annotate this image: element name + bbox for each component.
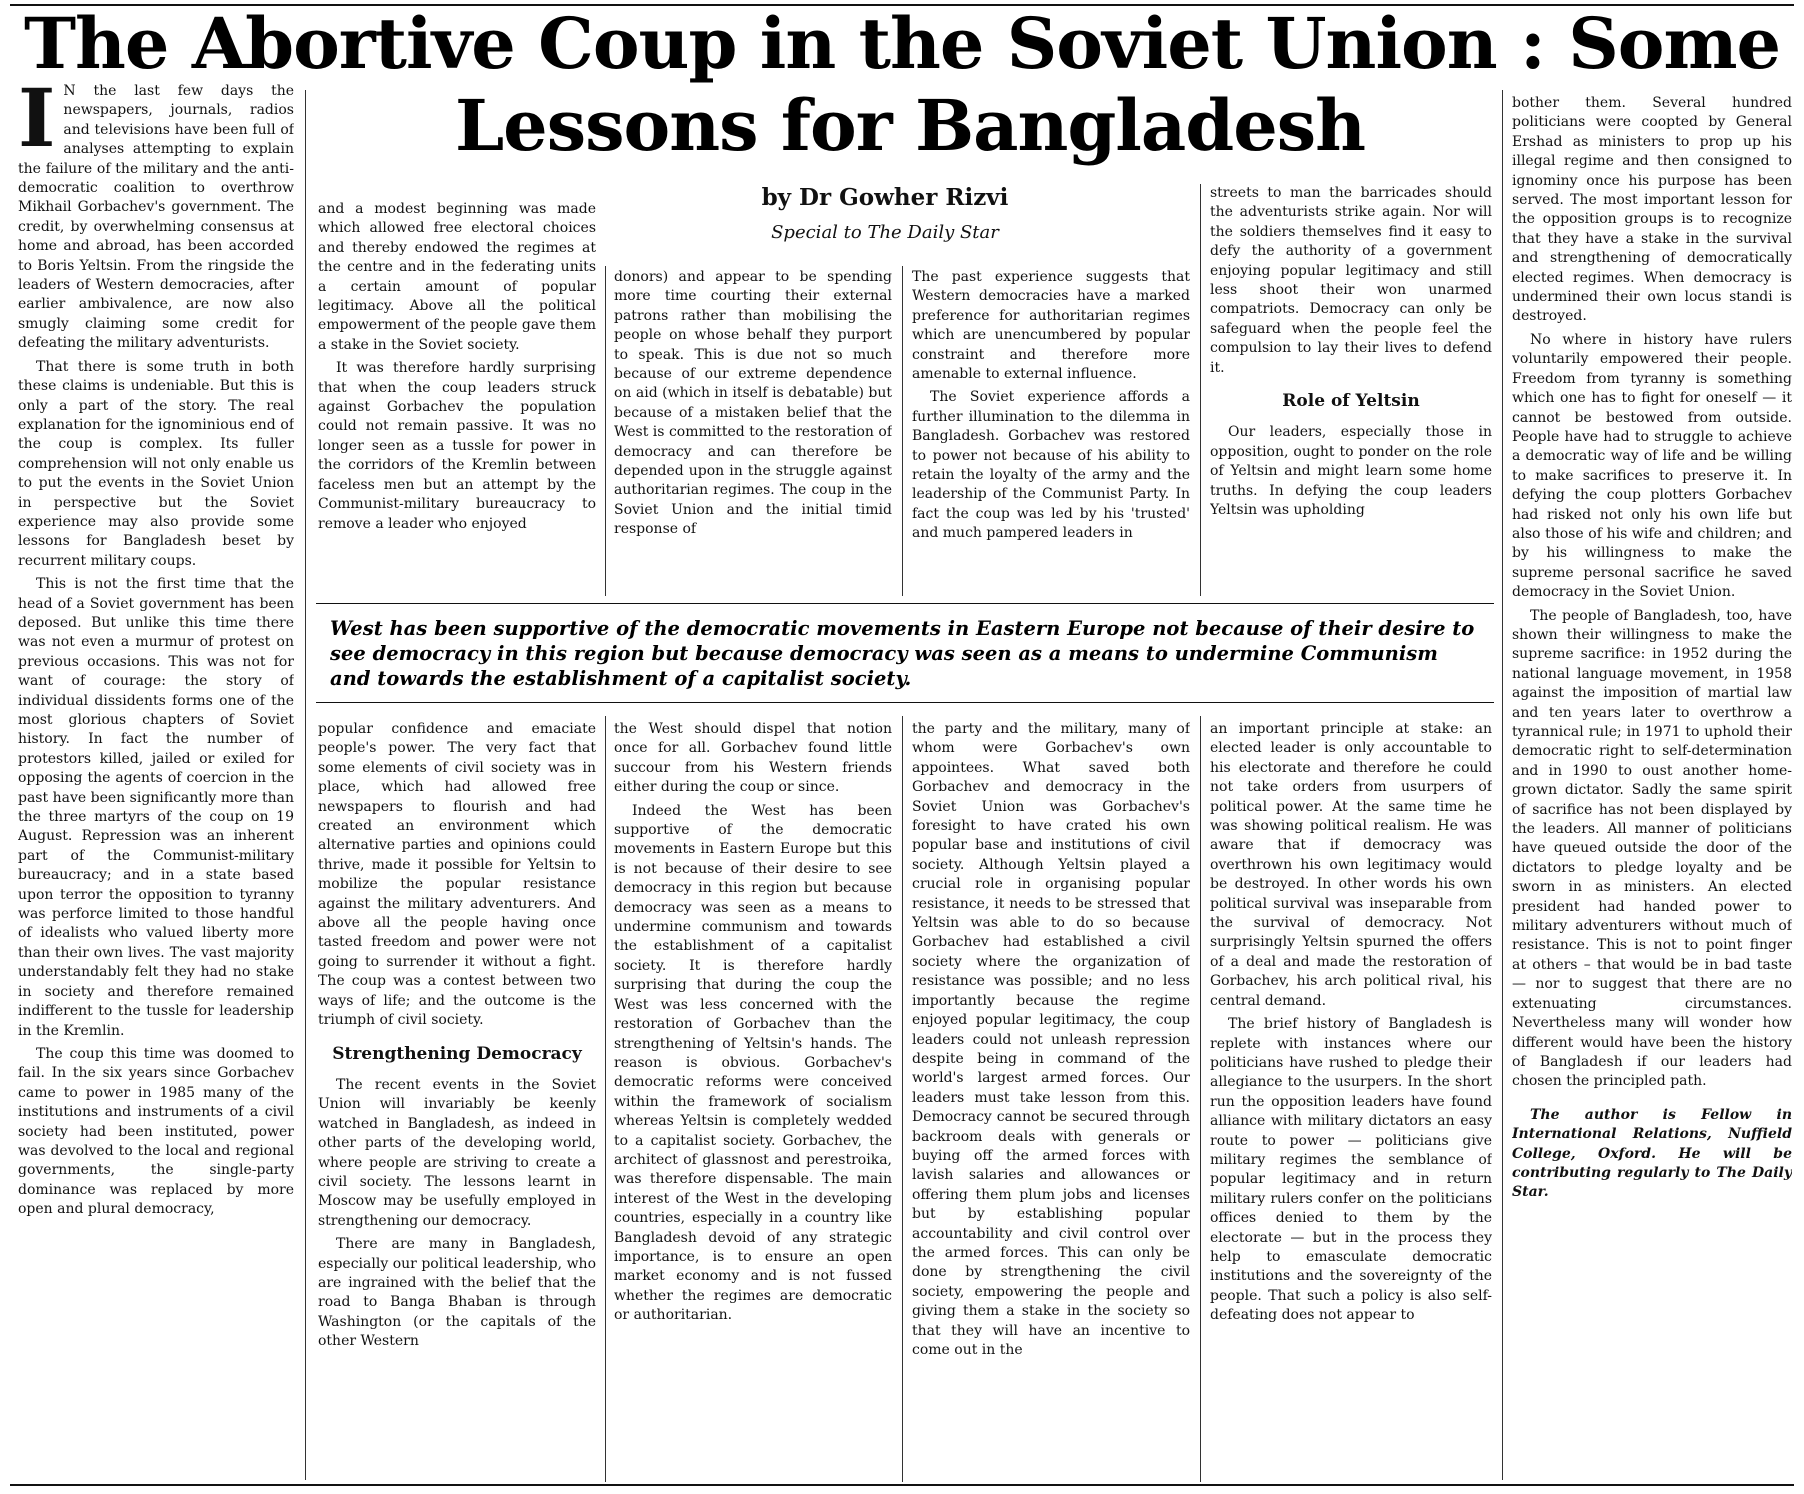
column-divider-2 [605,266,606,596]
author-note: The author is Fellow in International Relations, Nuffield College, Oxford. He will be contributing regularly to The Daily Star. [1512,1106,1792,1201]
drop-cap: I [18,82,56,165]
column-5-top-para-2: Our leaders, especially those in opposition, ought to ponder on the role of Yeltsin and might learn some home truths. In defying the coup leaders Yeltsin was upholding [1210,424,1492,519]
column-2-bottom-para-2: The recent events in the Soviet Union will invariably be keenly watched in Bangladesh, as indeed in other parts of the developing world, where people are striving to create a civil society. The lessons learnt in Moscow may be usefully employed in strengthening our democracy. [318,1076,596,1229]
pull-quote-rule-bottom [316,702,1494,703]
column-6-para-3: The people of Bangladesh, too, have shown their willingness to make the supreme sacrifice: in 1952 during the national language movement, in 1958 against the imposition of martial law and ten years later to overthrow a tyrannical rule; in 1971 to uphold their democratic right to self-determination and in 1990 to oust another home-grown dictator. Sadly the same spirit of sacrifice has not been displayed by the leaders. All manner of politicians have queued outside the door of the dictators to pledge loyalty and be sworn in as ministers. An elected president had handed power to military adventurers without much of resistance. This is not to point finger at others – that would be in bad taste — nor to suggest that there are no extenuating circumstances. Nevertheless many will wonder how different would have been the history of Bangladesh if our leaders had chosen the principled path. [1512,607,1792,1090]
column-divider-3 [902,266,903,596]
column-1-para-2: That there is some truth in both these claims is undeniable. But this is only a part of the story. The real explanation for the ignominious end of the coup is complex. Its fuller comprehension will not only enable us to put the events in the Soviet Union in perspective but the Soviet experience may also provide some lessons for Bangladesh beset by recurrent military coups. [18,358,294,569]
column-5-top [1210,184,1492,600]
column-4-top-para-2: The Soviet experience affords a further illumination to the dilemma in Bangladesh. Gorbachev was restored to power not because of his ability to retain the loyalty of the army and the leadership of the Communist Party. In fact the coup was led by his 'trusted' and much pampered leaders in [912,389,1190,542]
column-6-para-2: No where in history have rulers voluntarily empowered their people. Freedom from tyranny is something which one has to fight for oneself — it cannot be bestowed from outside. People have had to struggle to achieve a democratic way of life and be willing to make sacrifices to preserve it. In defying the coup plotters Gorbachev had risked not only his own life but also those of his wife and children; and by his willingness to make the supreme personal sacrifice he saved democracy in the Soviet Union. [1512,331,1792,601]
column-5-bottom-para-2: The brief history of Bangladesh is replete with instances where our politicians have rushed to pledge their allegiance to the usurpers. In the short run the opposition leaders have found alliance with military dictators an easy route to power — politicians give military regimes the semblance of popular legitimacy and in return military rulers confer on the politicians offices denied to them by the electorate — but in the process they help to emasculate democratic institutions and the sovereignty of the people. That such a policy is also self-defeating does not appear to [1210,1016,1492,1324]
column-4-bottom-para-1: the party and the military, many of whom were Gorbachev's own appointees. What saved both Gorbachev and democracy in the Soviet Union was Gorbachev's foresight to have crated his own popular base and institutions of civil society. Although Yeltsin played a crucial role in organising popular resistance, it needs to be stressed that Yeltsin was able to do so because Gorbachev had established a civil society where the organization of resistance was possible; and no less importantly because the regime enjoyed popular legitimacy, the coup leaders could not unleash repression despite being in command of the world's largest armed forces. Our leaders must take lesson from this. Democracy cannot be secured through backroom deals with generals or buying off the armed forces with lavish salaries and allowances or offering them plum jobs and licenses but by establishing popular accountability and civil control over the armed forces. This can only be done by strengthening the civil society, empowering the people and giving them a stake in the society so that they will have an incentive to come out in the [912,721,1190,1358]
column-2-top-para-2: It was therefore hardly surprising that when the coup leaders struck against Gorbachev the population could not remain passive. It was no longer seen as a tussle for power in the corridors of the Kremlin between faceless men but an attempt by the Communist-military bureaucracy to remove a leader who enjoyed [318,360,596,532]
column-divider-1 [305,90,306,1480]
column-3-bottom [614,720,892,1482]
column-3-bottom-para-1: the West should dispel that notion once for all. Gorbachev found little succour from his Western friends either during the coup or since. [614,721,892,796]
column-6 [1512,94,1792,1482]
column-divider-5 [1502,90,1503,1480]
pull-quote: West has been supportive of the democratic movements in Eastern Europe not because of their desire to see democracy in this region but because democracy was seen as a means to undermine Communism and towards the establishment of a capitalist society. [330,617,1475,690]
column-1-para-1: I N the last few days the newspapers, journals, radios and televisions have been full of analyses attempting to explain the failure of the military and the anti-democratic coalition to overthrow Mikhail Gorbachev's government. The credit, by overwhelming consensus at home and abroad, has been accorded to Boris Yeltsin. From the ringside the leaders of Western democracies, after earlier ambivalence, are now also smugly claiming some credit for defeating the military adventurists. [18,82,294,352]
subheading-role-of-yeltsin: Role of Yeltsin [1282,391,1420,412]
byline: by Dr Gowher Rizvi [761,184,1009,211]
column-divider-2b [605,716,606,1482]
column-3-top-para-1: donors) and appear to be spending more time courting their external patrons rather than mobilising the people on whose behalf they purport to speak. This is due not so much because of our extreme dependence on aid (which in itself is debatable) but because of a mistaken belief that the West is committed to the restoration of democracy and can therefore be depended upon in the struggle against authoritarian regimes. The coup in the Soviet Union and the initial timid response of [614,269,892,538]
column-6-para-1: bother them. Several hundred politicians were coopted by General Ershad as ministers to prop up his illegal regime and then consigned to ignominy once his purpose has been served. The most important lesson for the opposition groups is to recognize that they have a stake in the survival and strengthening of democratically elected regimes. When democracy is undermined their own locus standi is destroyed. [1512,95,1792,325]
column-2-bottom [318,720,596,1482]
column-1-para-4: The coup this time was doomed to fail. In the six years since Gorbachev came to power in 1985 many of the institutions and instruments of a civil society had been instituted, power was devolved to the local and regional governments, the single-party dominance was replaced by more open and plural democracy, [18,1045,294,1218]
headline-line-2: Lessons for Bangladesh [454,84,1366,167]
column-2-top [318,200,596,600]
column-3-top [614,268,892,600]
column-4-top-para-1: The past experience suggests that Western democracies have a marked preference for authoritarian regimes which are unencumbered by popular constraint and therefore more amenable to external influence. [912,269,1190,383]
column-4-top [912,268,1190,600]
column-divider-3b [902,716,903,1482]
column-3-bottom-para-2: Indeed the West has been supportive of the democratic movements in Eastern Europe but this is not because of their desire to see democracy in this region but because democracy was seen as a means to undermine communism and towards the establishment of a capitalist society. It is therefore hardly surprising that during the coup the West was less concerned with the restoration of Gorbachev than the strengthening of Yeltsin's hands. The reason is obvious. Gorbachev's democratic reforms were conceived within the framework of socialism whereas Yeltsin is completely wedded to a capitalist society. Gorbachev, the architect of glassnost and perestroika, was therefore dispensable. The main interest of the West in the developing countries, especially in a country like Bangladesh devoid of any strategic importance, is to ensure an open market economy and is not fussed whether the regimes are democratic or authoritarian. [614,802,892,1324]
column-4-bottom [912,720,1190,1482]
column-5-bottom [1210,720,1492,1482]
column-1 [18,82,294,1482]
affiliation: Special to The Daily Star [771,222,999,243]
pull-quote-rule-top [316,603,1494,604]
subheading-strengthening-democracy: Strengthening Democracy [332,1043,582,1064]
column-5-bottom-para-1: an important principle at stake: an elected leader is only accountable to his electorate and therefore he could not take orders from usurpers of political power. At the same time he was showing political realism. He was aware that if democracy was overthrown his own legitimacy would be destroyed. In other words his own political survival was inseparable from the survival of democracy. Not surprisingly Yeltsin spurned the offers of a deal and made the restoration of Gorbachev, his arch political rival, his central demand. [1210,721,1492,1009]
column-2-bottom-para-1: popular confidence and emaciate people's power. The very fact that some elements of civil society was in place, which had allowed free newspapers to flourish and had created an environment which alternative parties and opinions could thrive, made it possible for Yeltsin to mobilize the popular resistance against the military adventurers. And above all the people having once tasted freedom and power were not going to surrender it without a fight. The coup was a contest between two ways of life; and the outcome is the triumph of civil society. [318,721,596,1029]
column-divider-4 [1200,184,1201,596]
headline-line-1: The Abortive Coup in the Soviet Union : Some [23,2,1781,85]
column-5-top-para-1: streets to man the barricades should the adventurists strike again. Nor will the soldiers themselves find it easy to defy the authority of a government enjoying popular legitimacy and still less shoot their won unarmed compatriots. Democracy can only be safeguard when the people feel the compulsion to lay their lives to defend it. [1210,185,1492,376]
column-1-para-3: This is not the first time that the head of a Soviet government has been deposed. But unlike this time there was not even a murmur of protest on previous occasions. This was not for want of courage: the story of individual dissidents forms one of the most glorious chapters of Soviet history. In fact the number of protestors killed, jailed or exiled for opposing the agents of coercion in the past have been significantly more than the three martyrs of the coup on 19 August. Repression was an inherent part of the Communist-military bureaucracy; and in a state based upon terror the opposition to tyranny was perforce limited to those handful of idealists who valued liberty more than their own lives. The vast majority understandably felt they had no stake in society and therefore remained indifferent to the tussle for leadership in the Kremlin. [18,576,294,1039]
column-divider-4b [1200,716,1201,1482]
column-2-bottom-para-3: There are many in Bangladesh, especially our political leadership, who are ingrained with the belief that the road to Banga Bhaban is through Washington (or the capitals of the other Western [318,1236,596,1350]
bottom-rule [10,1484,1794,1486]
column-2-top-para-1: and a modest beginning was made which allowed free electoral choices and thereby endowed the regimes at the centre and in the federating units a certain amount of popular legitimacy. Above all the political empowerment of the people gave them a stake in the Soviet society. [318,201,596,353]
